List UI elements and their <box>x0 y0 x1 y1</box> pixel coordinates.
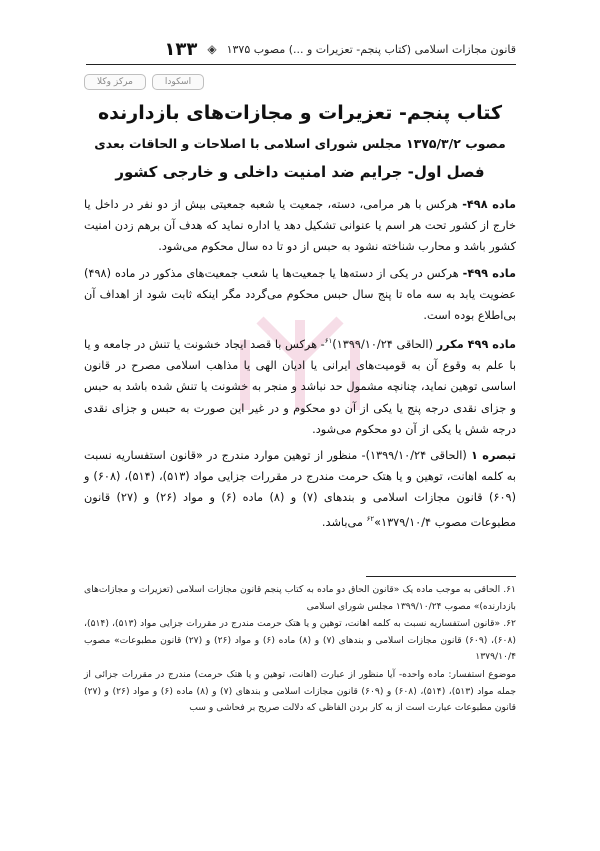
footnote-separator <box>366 576 516 577</box>
note-1: تبصره ۱ (الحاقی ۱۳۹۹/۱۰/۲۴)- منظور از توهین موارد مندرج در «قانون استفساریه نسبت به کلمه اهانت، توهین و یا هتک حرمت مندرج در مقررات جزایی مواد (۵۱۳)، (۵۱۴)، (۶۰۸) و (۶۰۹) قانون مجازات اسلامی و بندهای (۷) و (۸) ماده (۶) و مواد (۲۶) و (۲۷) قانون مطبوعات مصوب ۱۳۷۹/۱۰/۴»$^{۶۲}$ می‌باشد. <box>84 449 517 529</box>
footnote-61: ۶۱. الحاقی به موجب ماده یک «قانون الحاق دو ماده به کتاب پنجم قانون مجازات اسلامی (تعزیرات و مجازات‌های بازدارنده)» مصوب ۱۳۹۹/۱۰/۲۴ مجلس شورای اسلامی <box>84 584 516 612</box>
publisher-badges <box>84 74 204 90</box>
diamond-ornament-icon: ◈ <box>207 42 217 56</box>
approval-line: مصوب ۱۳۷۵/۳/۲ مجلس شورای اسلامی با اصلاحات و الحاقات بعدی <box>94 136 506 151</box>
book-title: کتاب پنجم- تعزیرات و مجازات‌های بازدارنده <box>97 102 503 124</box>
badge-eskoda: اسکودا <box>152 74 204 90</box>
article-499: ماده ۴۹۹- هرکس در یکی از دسته‌ها یا جمعیت‌ها یا شعب جمعیت‌های مذکور در ماده (۴۹۸) عضویت یابد به سه ماه تا پنج سال حبس محکوم می‌گردد مگر اینکه ثابت شود از اهداف آن بی‌اطلاع بوده است. <box>84 266 516 323</box>
article-498: ماده ۴۹۸- هرکس با هر مرامی، دسته، جمعیت یا شعبه جمعیتی بیش از دو نفر در داخل یا خارج از کشور تحت هر اسم یا عنوانی تشکیل دهد یا اداره نماید که هدف آن برهم زدن امنیت کشور باشد و محارب شناخته نشود به حبس از دو تا ده سال محکوم می‌شود. <box>84 198 516 254</box>
page-number: ۱۳۳ <box>164 38 198 60</box>
badge-markaz-vokala: مرکز وکلا <box>84 74 146 90</box>
article-499-repeated: ماده ۴۹۹ مکرر (الحاقی ۱۳۹۹/۱۰/۲۴)$^{۶۱}$- هرکس با قصد ایجاد خشونت یا تنش در جامعه و یا با علم به وقوع آن به قومیت‌های ایرانی یا ادیان الهی یا مذاهب اسلامی مصرح در قانون اساسی توهین نماید، چنانچه مشمول حد نباشد و منجر به خشونت یا تنش شده باشد به حبس و جزای نقدی درجه پنج یا یکی از آن دو محکوم و در غیر این صورت به حبس و جزای نقدی درجه شش یا یکی از آن دو محکوم می‌شود. <box>84 337 516 436</box>
footnote-62-continued: موضوع استفسار: ماده واحده- آیا منظور از عبارت (اهانت، توهین و یا هتک حرمت) مندرج در مقررات جزائی از جمله مواد (۵۱۳)، (۵۱۴)، (۶۰۸) و (۶۰۹) قانون مجازات اسلامی و بندهای (۷) و (۸) ماده (۶) و مواد (۲۶) و (۲۷) قانون مطبوعات عبارت است از به کار بردن الفاظی که دلالت صریح بر فحاشی و سب <box>84 668 517 714</box>
page-header <box>84 38 516 60</box>
footnote-62: ۶۲. «قانون استفساریه نسبت به کلمه اهانت، توهین و یا هتک حرمت مندرج در مقررات جزایی مواد (۵۱۳)، (۵۱۴)، (۶۰۸)، (۶۰۹) قانون مجازات اسلامی و بندهای (۷) و (۸) ماده (۶) و مواد (۲۶) و (۲۷) قانون مطبوعات» مصوب ۱۳۷۹/۱۰/۴ <box>84 618 516 663</box>
footnote-ref-61[interactable]: ۶۱ <box>324 337 333 346</box>
chapter-heading: فصل اول- جرایم ضد امنیت داخلی و خارجی کشور <box>115 163 485 181</box>
legal-text-body <box>84 194 516 538</box>
running-title: قانون مجازات اسلامی (کتاب پنجم- تعزیرات و ...) مصوب ۱۳۷۵ <box>226 42 516 56</box>
footnote-ref-62[interactable]: ۶۲ <box>366 514 375 523</box>
footnotes <box>84 582 516 718</box>
header-rule <box>86 64 516 65</box>
